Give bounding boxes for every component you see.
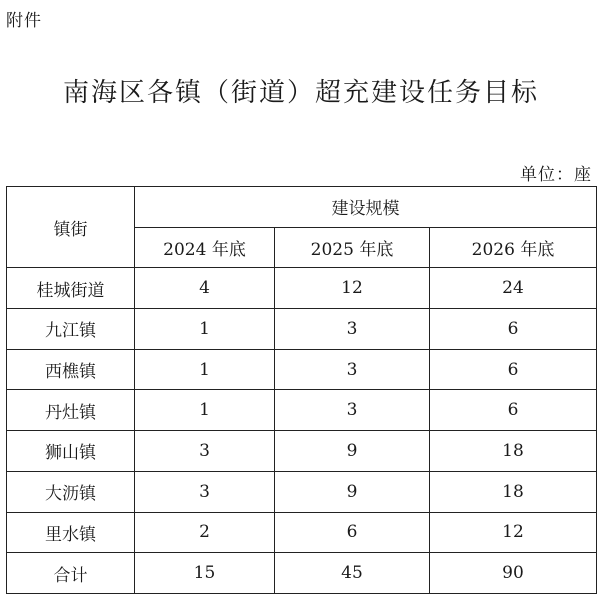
table-row bbox=[7, 431, 597, 472]
value-2026: 12 bbox=[430, 512, 597, 553]
total-2024: 15 bbox=[135, 553, 275, 594]
value-2026: 18 bbox=[430, 431, 597, 472]
town-name: 大沥镇 bbox=[7, 471, 135, 512]
value-2026: 18 bbox=[430, 471, 597, 512]
group-header-scale: 建设规模 bbox=[135, 187, 597, 228]
value-2025: 3 bbox=[275, 390, 430, 431]
value-2024: 1 bbox=[135, 349, 275, 390]
unit-label: 单位：座 bbox=[520, 165, 592, 185]
table-row bbox=[7, 471, 597, 512]
total-2026: 90 bbox=[430, 553, 597, 594]
value-2026: 6 bbox=[430, 309, 597, 350]
table-row bbox=[7, 512, 597, 553]
value-2026: 6 bbox=[430, 390, 597, 431]
value-2024: 3 bbox=[135, 431, 275, 472]
table-header-row bbox=[7, 187, 597, 228]
total-label: 合计 bbox=[7, 553, 135, 594]
value-2024: 3 bbox=[135, 471, 275, 512]
value-2026: 6 bbox=[430, 349, 597, 390]
target-table bbox=[6, 186, 597, 594]
value-2025: 3 bbox=[275, 309, 430, 350]
value-2024: 4 bbox=[135, 268, 275, 309]
document-title: 南海区各镇（街道）超充建设任务目标 bbox=[62, 78, 539, 108]
column-header-2024: 2024 年底 bbox=[135, 227, 275, 268]
table-row bbox=[7, 349, 597, 390]
table-row bbox=[7, 309, 597, 350]
value-2025: 6 bbox=[275, 512, 430, 553]
value-2025: 9 bbox=[275, 431, 430, 472]
town-name: 西樵镇 bbox=[7, 349, 135, 390]
attachment-label: 附件 bbox=[6, 11, 42, 31]
value-2025: 12 bbox=[275, 268, 430, 309]
table-row bbox=[7, 268, 597, 309]
column-header-2025: 2025 年底 bbox=[275, 227, 430, 268]
value-2025: 9 bbox=[275, 471, 430, 512]
value-2025: 3 bbox=[275, 349, 430, 390]
town-name: 九江镇 bbox=[7, 309, 135, 350]
table-total-row bbox=[7, 553, 597, 594]
value-2026: 24 bbox=[430, 268, 597, 309]
value-2024: 1 bbox=[135, 309, 275, 350]
value-2024: 1 bbox=[135, 390, 275, 431]
town-name: 狮山镇 bbox=[7, 431, 135, 472]
table-row bbox=[7, 390, 597, 431]
town-name: 里水镇 bbox=[7, 512, 135, 553]
value-2024: 2 bbox=[135, 512, 275, 553]
town-name: 丹灶镇 bbox=[7, 390, 135, 431]
town-name: 桂城街道 bbox=[7, 268, 135, 309]
row-header-town: 镇街 bbox=[7, 187, 135, 268]
column-header-2026: 2026 年底 bbox=[430, 227, 597, 268]
total-2025: 45 bbox=[275, 553, 430, 594]
